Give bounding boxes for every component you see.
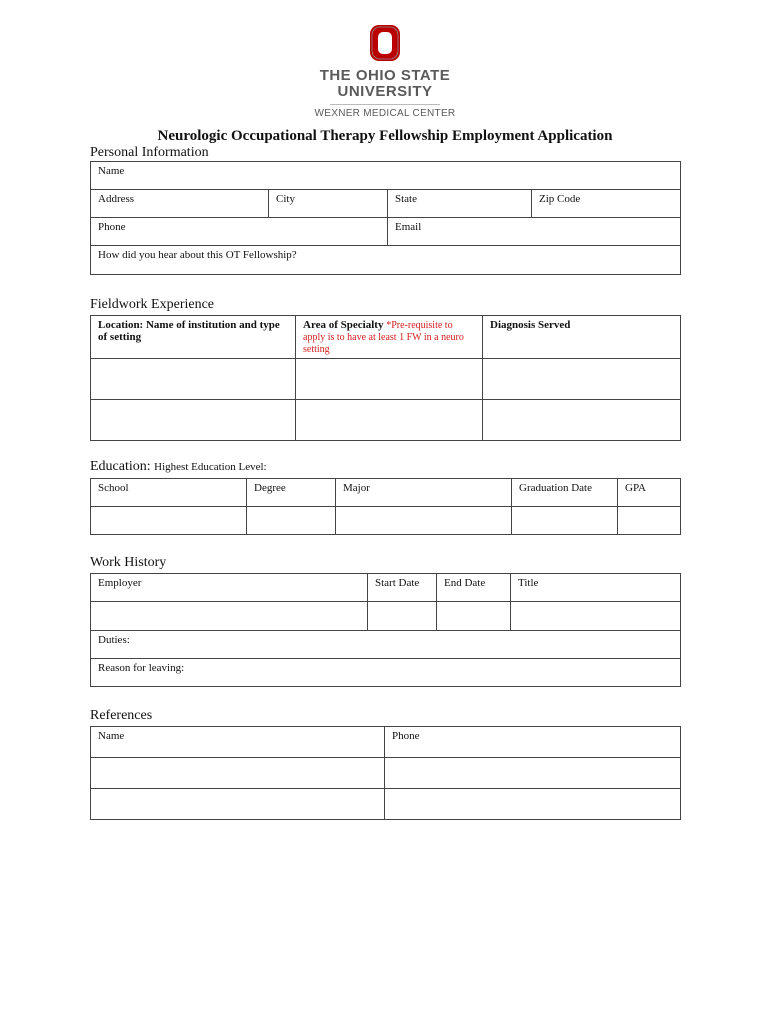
fieldwork-cell[interactable] [483, 359, 681, 400]
zip-field[interactable] [532, 190, 681, 218]
address-field[interactable] [91, 190, 269, 218]
duties-field[interactable] [91, 631, 681, 659]
fieldwork-cell[interactable] [483, 400, 681, 441]
fieldwork-col-diagnosis: Diagnosis Served [483, 316, 681, 359]
reason-field[interactable] [91, 659, 681, 687]
specialty-note: *Pre-requisite to apply is to have at least 1 FW in a neuro setting [303, 320, 464, 355]
work-cell[interactable] [368, 602, 437, 631]
fieldwork-table [90, 315, 681, 441]
logo-line-2: UNIVERSITY [337, 83, 433, 100]
state-field[interactable] [388, 190, 532, 218]
work-heading: Work History [90, 555, 167, 570]
state-label: State [395, 193, 417, 205]
work-col-start: Start Date [368, 574, 437, 602]
fieldwork-cell[interactable] [296, 359, 483, 400]
education-heading [90, 459, 267, 475]
education-col-major: Major [336, 479, 512, 507]
fieldwork-cell[interactable] [296, 400, 483, 441]
education-cell[interactable] [247, 507, 336, 535]
zip-label: Zip Code [539, 193, 581, 205]
email-field[interactable] [388, 218, 681, 246]
education-col-degree: Degree [247, 479, 336, 507]
personal-table [90, 161, 681, 275]
work-cell[interactable] [91, 602, 368, 631]
phone-field[interactable] [91, 218, 388, 246]
logo-line-1: THE OHIO STATE [319, 67, 451, 84]
phone-label: Phone [98, 221, 126, 233]
references-cell[interactable] [385, 758, 681, 789]
references-table [90, 726, 681, 820]
work-table [90, 573, 681, 687]
email-label: Email [395, 221, 422, 233]
references-heading: References [90, 708, 153, 723]
name-field[interactable] [91, 162, 681, 190]
specialty-label: Area of Specialty [303, 319, 384, 331]
education-heading-text: Education: [90, 459, 151, 474]
fieldwork-heading: Fieldwork Experience [90, 297, 215, 312]
education-subheading: Highest Education Level: [154, 461, 267, 473]
hear-about-field[interactable] [91, 246, 681, 275]
fieldwork-cell[interactable] [91, 359, 296, 400]
education-cell[interactable] [91, 507, 247, 535]
fieldwork-col-location: Location: Name of institution and type of setting [91, 316, 296, 359]
city-field[interactable] [269, 190, 388, 218]
work-col-employer: Employer [91, 574, 368, 602]
logo-divider [330, 104, 440, 105]
form-title: Neurologic Occupational Therapy Fellowship Employment Application [157, 128, 613, 144]
education-col-graduation: Graduation Date [512, 479, 618, 507]
references-col-phone: Phone [385, 727, 681, 758]
address-label: Address [98, 193, 135, 205]
osu-logo [0, 24, 770, 119]
city-label: City [276, 193, 295, 205]
references-cell[interactable] [91, 789, 385, 820]
work-col-title: Title [511, 574, 681, 602]
references-cell[interactable] [385, 789, 681, 820]
education-table [90, 478, 681, 535]
work-col-end: End Date [437, 574, 511, 602]
fieldwork-cell[interactable] [91, 400, 296, 441]
duties-label: Duties: [98, 634, 130, 646]
block-o-icon [369, 24, 401, 62]
logo-line-3: WEXNER MEDICAL CENTER [314, 108, 456, 119]
education-cell[interactable] [512, 507, 618, 535]
reason-label: Reason for leaving: [98, 662, 185, 674]
education-cell[interactable] [618, 507, 681, 535]
education-col-school: School [91, 479, 247, 507]
work-cell[interactable] [437, 602, 511, 631]
education-col-gpa: GPA [618, 479, 681, 507]
name-label: Name [98, 165, 125, 177]
personal-heading: Personal Information [90, 145, 209, 160]
work-cell[interactable] [511, 602, 681, 631]
hear-about-label: How did you hear about this OT Fellowship? [98, 249, 297, 261]
education-cell[interactable] [336, 507, 512, 535]
fieldwork-col-specialty [296, 316, 483, 359]
references-cell[interactable] [91, 758, 385, 789]
references-col-name: Name [91, 727, 385, 758]
